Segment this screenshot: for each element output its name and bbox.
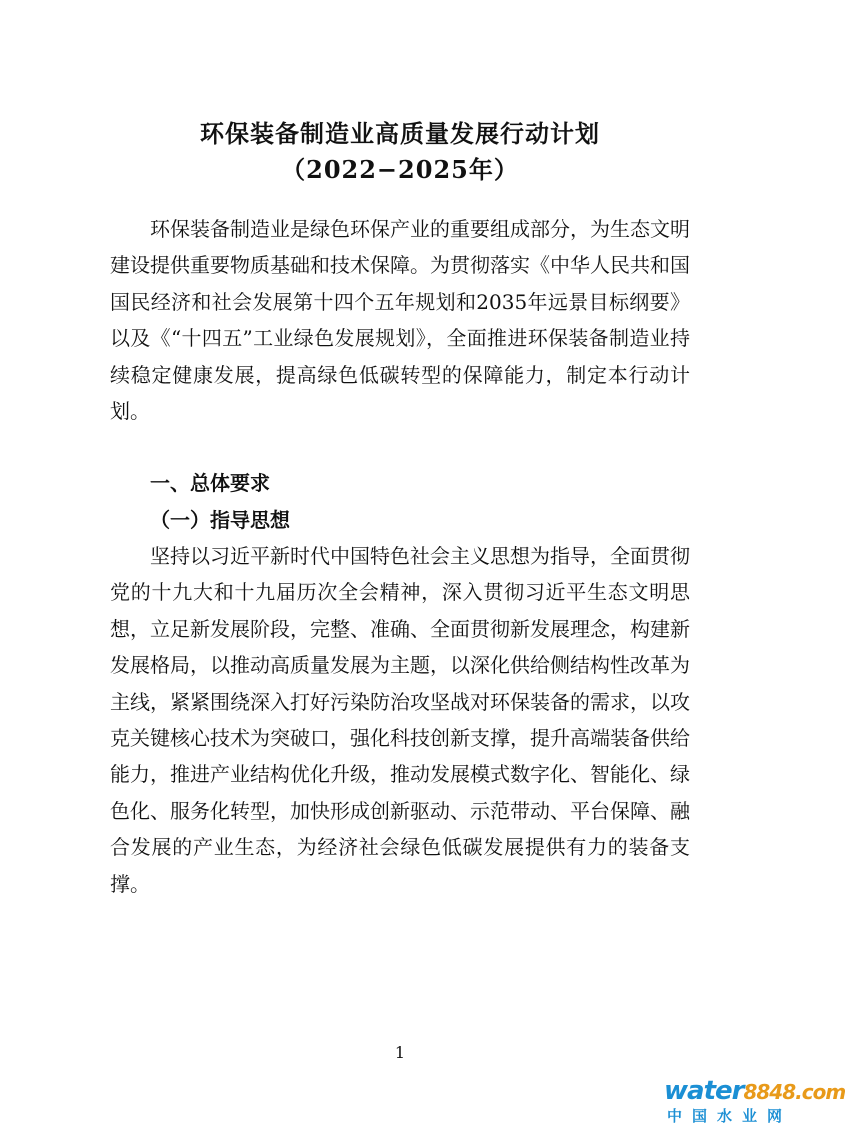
page-number: 1 xyxy=(394,1043,406,1062)
watermark-logo-text: water xyxy=(664,1076,744,1106)
watermark-logo-number: 8848 xyxy=(743,1080,796,1104)
document-title: 环保装备制造业高质量发展行动计划 xyxy=(200,119,600,148)
section-heading: 一、总体要求 xyxy=(150,471,270,495)
watermark-logo xyxy=(664,1076,845,1107)
watermark-subtitle: 中国水业网 xyxy=(666,1107,792,1125)
subsection-heading: （一）指导思想 xyxy=(150,508,290,532)
document-subtitle: （2022−2025年） xyxy=(281,155,519,184)
paragraph-intro: 环保装备制造业是绿色环保产业的重要组成部分，为生态文明建设提供重要物质基础和技术保障。为贯彻落实《中华人民共和国国民经济和社会发展第十四个五年规划和2035年远景目标纲要》以及《“十四五”工业绿色发展规划》，全面推进环保装备制造业持续稳定健康发展，提高绿色低碳转型的保障能力，制定本行动计划。 xyxy=(110,217,690,424)
site-watermark xyxy=(664,1076,845,1125)
watermark-logo-suffix: .com xyxy=(795,1080,845,1104)
paragraph-guiding-ideology: 坚持以习近平新时代中国特色社会主义思想为指导，全面贯彻党的十九大和十九届历次全会精神，深入贯彻习近平生态文明思想，立足新发展阶段，完整、准确、全面贯彻新发展理念，构建新发展格局，以推动高质量发展为主题，以深化供给侧结构性改革为主线，紧紧围绕深入打好污染防治攻坚战对环保装备的需求，以攻克关键核心技术为突破口，强化科技创新支撑，提升高端装备供给能力，推进产业结构优化升级，推动发展模式数字化、智能化、绿色化、服务化转型，加快形成创新驱动、示范带动、平台保障、融合发展的产业生态，为经济社会绿色低碳发展提供有力的装备支撑。 xyxy=(110,544,690,896)
